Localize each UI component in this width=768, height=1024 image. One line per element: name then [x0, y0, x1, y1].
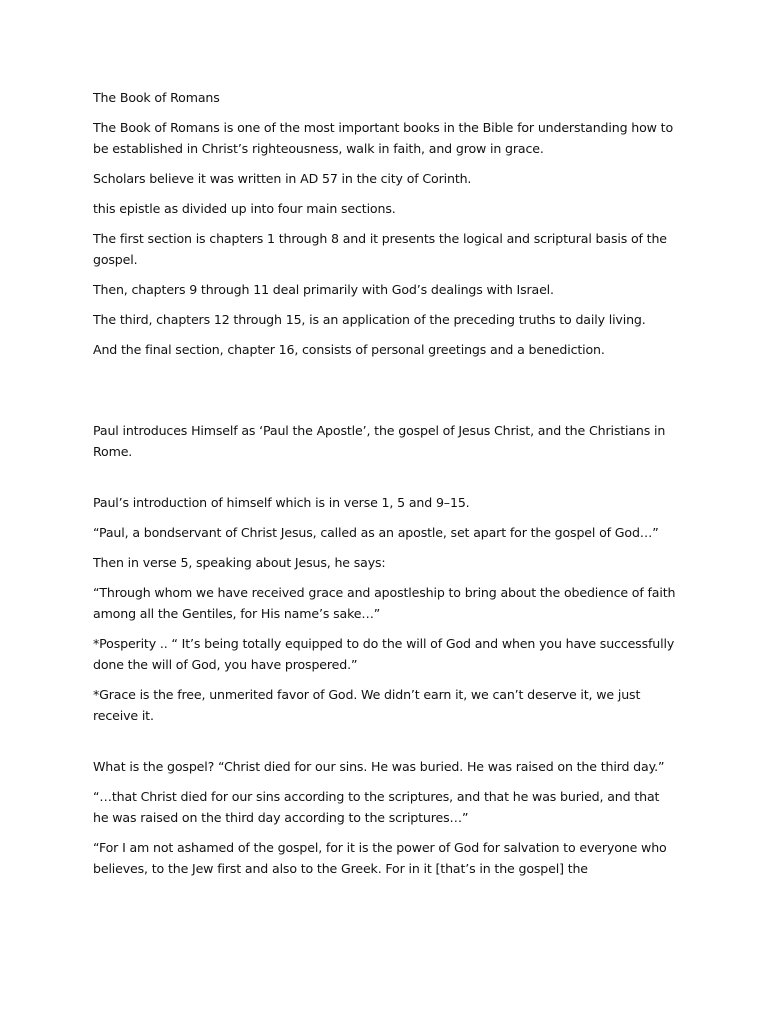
paragraph: this epistle as divided up into four main sections. [93, 201, 396, 216]
paragraph: The Book of Romans is one of the most important books in the Bible for understanding how to be established in Christ’s righteousness, walk in faith, and grow in grace. [93, 120, 674, 156]
blank-line [93, 471, 678, 492]
paragraph: The third, chapters 12 through 15, is an application of the preceding truths to daily living. [93, 312, 646, 327]
document-title: The Book of Romans [93, 90, 220, 105]
paragraph: Then in verse 5, speaking about Jesus, he says: [93, 555, 386, 570]
paragraph: *Grace is the free, unmerited favor of God. We didn’t earn it, we can’t deserve it, we just receive it. [93, 687, 641, 723]
paragraph: “For I am not ashamed of the gospel, for it is the power of God for salvation to everyone who believes, to the Jew first and also to the Greek. For in it [that’s in the gospel] the [93, 840, 667, 876]
paragraph: And the final section, chapter 16, consists of personal greetings and a benediction. [93, 342, 605, 357]
paragraph: The first section is chapters 1 through 8 and it presents the logical and scriptural basis of the gospel. [93, 231, 667, 267]
blank-line [93, 735, 678, 756]
paragraph: “Through whom we have received grace and apostleship to bring about the obedience of faith among all the Gentiles, for His name’s sake…” [93, 585, 676, 621]
paragraph: Paul’s introduction of himself which is in verse 1, 5 and 9–15. [93, 495, 470, 510]
blank-lines [93, 369, 678, 420]
paragraph: Then, chapters 9 through 11 deal primarily with God’s dealings with Israel. [93, 282, 554, 297]
paragraph: Paul introduces Himself as ‘Paul the Apostle’, the gospel of Jesus Christ, and the Christians in Rome. [93, 423, 666, 459]
paragraph: *Posperity .. “ It’s being totally equipped to do the will of God and when you have successfully done the will of God, you have prospered.” [93, 636, 675, 672]
paragraph: “…that Christ died for our sins according to the scriptures, and that he was buried, and that he was raised on the third day according to the scriptures…” [93, 789, 660, 825]
document-body [93, 87, 678, 888]
paragraph: Scholars believe it was written in AD 57 in the city of Corinth. [93, 171, 472, 186]
paragraph: “Paul, a bondservant of Christ Jesus, called as an apostle, set apart for the gospel of God…” [93, 525, 659, 540]
paragraph: What is the gospel? “Christ died for our sins. He was buried. He was raised on the third day.” [93, 759, 665, 774]
